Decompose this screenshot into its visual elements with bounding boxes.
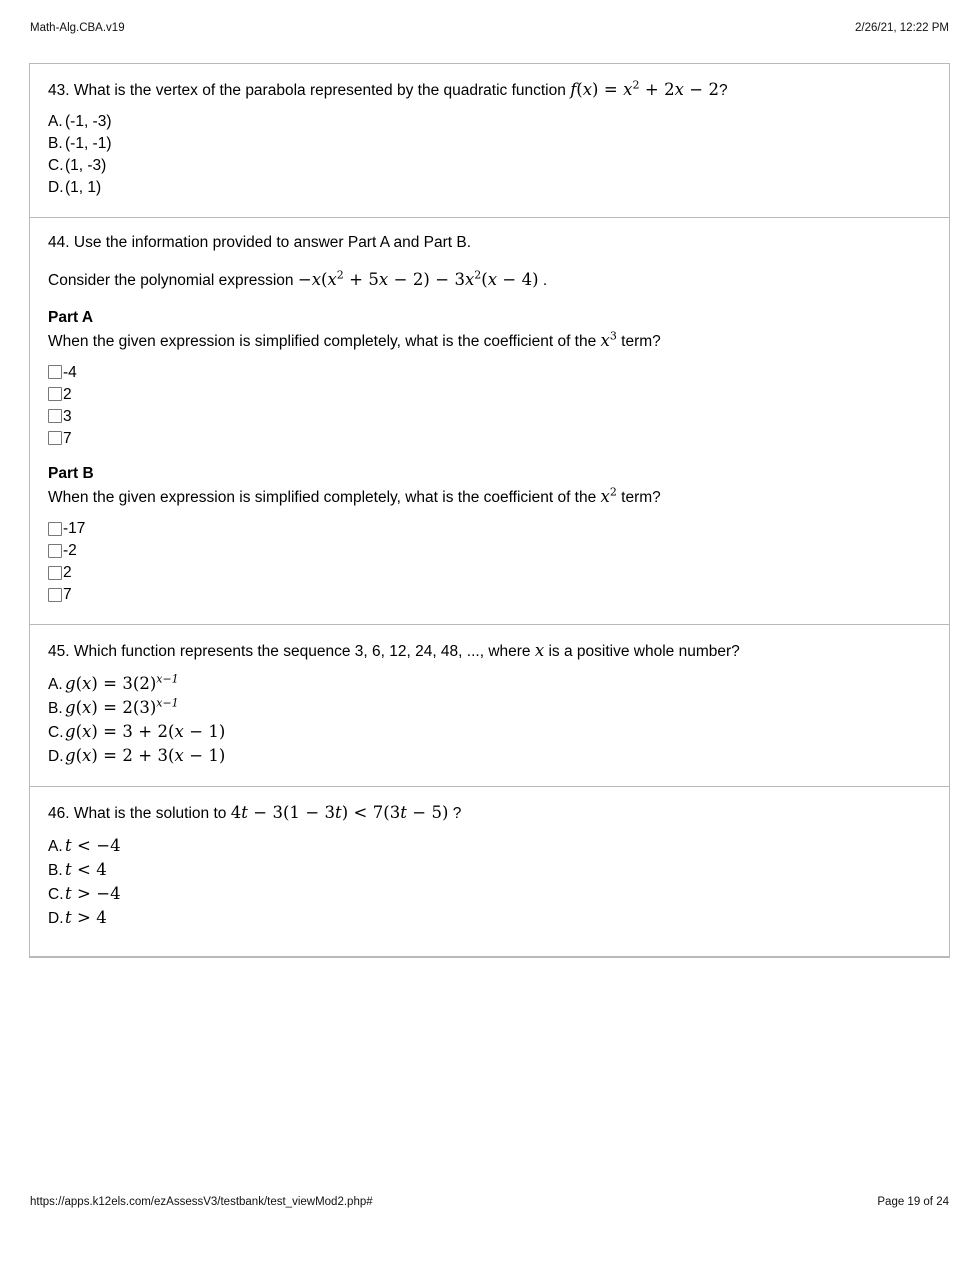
choice-b-letter: B. — [48, 699, 63, 717]
choice-a-letter: A. — [48, 675, 63, 693]
choice-b[interactable] — [48, 858, 931, 882]
part-a-question-post: term? — [621, 332, 661, 350]
checkbox-icon[interactable] — [48, 566, 62, 580]
question-46 — [30, 787, 949, 957]
part-b-option-2-label: -2 — [63, 542, 77, 560]
choice-b-formula: t < 4 — [65, 859, 107, 879]
choice-d-letter: D. — [48, 910, 64, 928]
part-a-option-3[interactable] — [48, 405, 931, 427]
choice-c-formula: g(x) = 3 + 2(x − 1) — [65, 721, 226, 741]
choice-c-text: (1, -3) — [65, 156, 107, 174]
question-44-expression: $-x(x^2 + 5x - 2) - 3x^2(x - 4)$ — [297, 268, 539, 290]
question-43 — [30, 64, 949, 218]
choice-c-letter: C. — [48, 885, 64, 903]
part-b-question — [48, 485, 931, 510]
choice-d[interactable] — [48, 177, 931, 199]
question-43-choices — [48, 111, 931, 199]
checkbox-icon[interactable] — [48, 522, 62, 536]
part-b-question-post: term? — [621, 489, 661, 507]
part-a-option-4-label: 7 — [63, 429, 72, 447]
part-a-variable: $x^3$ — [600, 329, 617, 350]
choice-d-formula: t > 4 — [65, 908, 107, 928]
part-a-option-4[interactable] — [48, 427, 931, 449]
question-44-stem — [48, 232, 931, 254]
choice-c[interactable] — [48, 720, 931, 744]
part-b-options — [48, 518, 931, 606]
question-44-number: 44. — [48, 233, 70, 251]
part-b-option-3[interactable] — [48, 562, 931, 584]
checkbox-icon[interactable] — [48, 544, 62, 558]
choice-c[interactable] — [48, 882, 931, 906]
part-a-option-1[interactable] — [48, 361, 931, 383]
choice-c-formula: t > −4 — [65, 883, 121, 903]
choice-d-formula: g(x) = 2 + 3(x − 1) — [65, 745, 226, 765]
part-b-label: Part B — [48, 465, 94, 483]
choice-a-text: (-1, -3) — [65, 112, 112, 130]
checkbox-icon[interactable] — [48, 409, 62, 423]
question-45-choices — [48, 672, 931, 769]
choice-d[interactable] — [48, 744, 931, 768]
checkbox-icon[interactable] — [48, 588, 62, 602]
footer-page-number: Page 19 of 24 — [877, 1196, 949, 1208]
choice-b[interactable] — [48, 133, 931, 155]
page-footer — [30, 1196, 949, 1208]
choice-a-letter: A. — [48, 112, 63, 130]
part-b-option-3-label: 2 — [63, 564, 72, 582]
part-a-option-3-label: 3 — [63, 407, 72, 425]
question-46-formula: 4t − 3(1 − 3t) < 7(3t − 5) — [230, 803, 449, 822]
question-45-stem-text: Which function represents the sequence 3, 6, 12, 24, 48, ..., where — [73, 643, 531, 661]
part-b-question-text: When the given expression is simplified completely, what is the coefficient of the — [48, 489, 597, 507]
choice-b-letter: B. — [48, 134, 63, 152]
choice-d[interactable] — [48, 906, 931, 930]
question-45 — [30, 625, 949, 787]
choice-b-formula: $g(x) = 2(3)^{x-1}$ — [65, 695, 179, 717]
question-43-stem-post: ? — [719, 82, 728, 99]
question-45-stem-post: is a positive whole number? — [548, 643, 740, 661]
part-b-option-1-label: -17 — [63, 520, 86, 538]
question-46-number: 46. — [48, 805, 70, 822]
document-title: Math-Alg.CBA.v19 — [30, 22, 125, 34]
question-44-consider-text: Consider the polynomial expression — [48, 272, 294, 290]
part-b-option-2[interactable] — [48, 540, 931, 562]
checkbox-icon[interactable] — [48, 365, 62, 379]
question-43-stem-text: What is the vertex of the parabola represented by the quadratic function — [73, 82, 566, 99]
question-45-stem — [48, 639, 931, 663]
question-46-stem-post: ? — [452, 805, 462, 822]
choice-a-formula: $g(x) = 3(2)^{x-1}$ — [65, 671, 179, 693]
question-45-number: 45. — [48, 643, 70, 661]
part-b-option-4-label: 7 — [63, 586, 72, 604]
choice-b[interactable] — [48, 696, 931, 720]
choice-a-letter: A. — [48, 837, 63, 855]
choice-a-formula: t < −4 — [65, 835, 121, 855]
part-a-label: Part A — [48, 308, 94, 326]
choice-b-text: (-1, -1) — [65, 134, 112, 152]
part-b-option-4[interactable] — [48, 584, 931, 606]
choice-d-letter: D. — [48, 178, 64, 196]
choice-a[interactable] — [48, 672, 931, 696]
page-header — [30, 22, 949, 34]
questions-container — [29, 63, 950, 958]
question-44-consider-post: . — [542, 272, 548, 290]
choice-c-letter: C. — [48, 723, 64, 741]
part-a-question — [48, 329, 931, 354]
footer-url[interactable]: https://apps.k12els.com/ezAssessV3/testbank/test_viewMod2.php# — [30, 1196, 373, 1208]
choice-a[interactable] — [48, 111, 931, 133]
question-46-stem-text: What is the solution to — [73, 805, 227, 822]
choice-a[interactable] — [48, 834, 931, 858]
checkbox-icon[interactable] — [48, 431, 62, 445]
part-b-variable: $x^2$ — [600, 485, 617, 507]
question-45-variable: x — [534, 641, 545, 661]
question-46-stem — [48, 801, 931, 826]
part-a-options — [48, 361, 931, 449]
choice-c[interactable] — [48, 155, 931, 177]
document-timestamp: 2/26/21, 12:22 PM — [855, 22, 949, 34]
question-44-consider — [48, 268, 931, 293]
question-44-stem-text: Use the information provided to answer Part A and Part B. — [73, 233, 472, 251]
choice-d-letter: D. — [48, 747, 64, 765]
part-a-option-2[interactable] — [48, 383, 931, 405]
choice-c-letter: C. — [48, 156, 64, 174]
question-43-number: 43. — [48, 82, 70, 99]
question-44 — [30, 218, 949, 625]
part-a-option-2-label: 2 — [63, 385, 72, 403]
checkbox-icon[interactable] — [48, 387, 62, 401]
choice-d-text: (1, 1) — [65, 178, 102, 196]
question-43-formula: $f(x) = x^2 + 2x - 2$ — [570, 78, 720, 99]
part-a-question-text: When the given expression is simplified completely, what is the coefficient of the — [48, 332, 597, 350]
question-43-stem — [48, 78, 931, 103]
part-b-option-1[interactable] — [48, 518, 931, 540]
choice-b-letter: B. — [48, 861, 63, 879]
question-46-choices — [48, 834, 931, 931]
part-a-option-1-label: -4 — [63, 363, 77, 381]
